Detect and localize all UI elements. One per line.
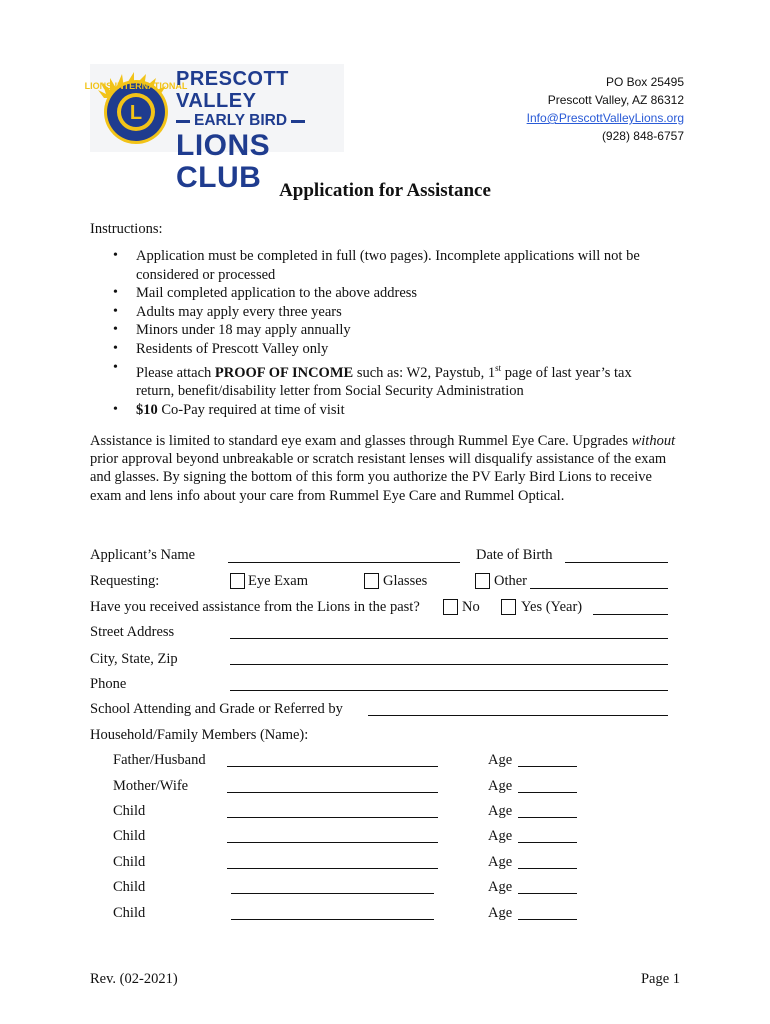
member-name-field[interactable] [227, 842, 438, 843]
applicant-name-field[interactable] [228, 562, 460, 563]
list-item: • $10 Co-Pay required at time of visit [113, 401, 673, 420]
requesting-label: Requesting: [90, 573, 160, 589]
seal-text: LIONS INTERNATIONAL [84, 81, 188, 91]
member-label: Mother/Wife [113, 778, 189, 794]
list-item: • Application must be completed in full (two pages). Incomplete applications will not be considered or processed [113, 247, 673, 284]
date-of-birth-label: Date of Birth [476, 547, 553, 563]
svg-text:L: L [129, 102, 143, 124]
school-label: School Attending and Grade or Referred by [90, 701, 343, 717]
street-address-field[interactable] [230, 638, 668, 639]
member-label: Child [113, 828, 146, 844]
member-label: Father/Husband [113, 752, 206, 768]
page-title: Application for Assistance [279, 180, 491, 201]
age-field[interactable] [518, 893, 577, 894]
assistance-paragraph: Assistance is limited to standard eye exam and glasses through Rummel Eye Care. Upgrades without prior approval beyond unbreakable or scratch resistant lenses will disqualify assistance of the exam and glasses. By signing the bottom of this form you authorize the PV Early Bird Lions to receive exam and lens info about your care from Rummel Eye Care and Rummel Optical. [90, 433, 676, 504]
page-number: Page 1 [640, 971, 680, 987]
age-label: Age [488, 778, 513, 794]
member-name-field[interactable] [227, 792, 438, 793]
list-item: • Mail completed application to the above address [113, 284, 673, 303]
glasses-label: Glasses [383, 573, 428, 589]
other-label: Other [494, 573, 528, 589]
logo-line-3: LIONS CLUB [176, 129, 271, 194]
other-checkbox[interactable] [475, 573, 490, 589]
logo-line-1: PRESCOTT VALLEY [176, 68, 289, 112]
phone-label: Phone [90, 676, 127, 692]
past-no-label: No [462, 599, 480, 615]
address-block [527, 73, 684, 145]
logo-wordmark [176, 68, 344, 194]
eye-exam-checkbox[interactable] [230, 573, 245, 589]
city-state-zip-field[interactable] [230, 664, 668, 665]
age-label: Age [488, 752, 513, 768]
age-label: Age [488, 828, 513, 844]
member-name-field[interactable] [231, 893, 434, 894]
past-yes-checkbox[interactable] [501, 599, 516, 615]
age-label: Age [488, 905, 513, 921]
member-name-field[interactable] [231, 919, 434, 920]
member-label: Child [113, 854, 146, 870]
list-item: • Please attach PROOF OF INCOME such as: W2, Paystub, 1st page of last year’s tax return, benefit/disability letter from Social Security Administration [113, 359, 673, 401]
past-yes-label: Yes (Year) [521, 599, 583, 615]
logo-line-2: EARLY BIRD [176, 112, 344, 130]
past-year-field[interactable] [593, 614, 668, 615]
street-address-label: Street Address [90, 624, 175, 640]
past-assistance-label: Have you received assistance from the Lions in the past? [90, 599, 420, 615]
city-state-zip-label: City, State, Zip [90, 651, 178, 667]
list-item: • Residents of Prescott Valley only [113, 340, 673, 359]
email-link[interactable]: Info@PrescottValleyLions.org [526, 111, 684, 125]
phone-number: (928) 848-6757 [601, 129, 684, 143]
instructions-list [113, 247, 673, 419]
member-name-field[interactable] [227, 868, 438, 869]
member-label: Child [113, 879, 146, 895]
po-box: PO Box 25495 [605, 75, 684, 89]
age-field[interactable] [518, 868, 577, 869]
revision-label: Rev. (02-2021) [90, 971, 178, 987]
age-field[interactable] [518, 919, 577, 920]
other-field[interactable] [530, 588, 668, 589]
age-label: Age [488, 879, 513, 895]
eye-exam-label: Eye Exam [248, 573, 308, 589]
age-label: Age [488, 803, 513, 819]
age-label: Age [488, 854, 513, 870]
date-of-birth-field[interactable] [565, 562, 668, 563]
city-state: Prescott Valley, AZ 86312 [547, 93, 684, 107]
list-item: • Adults may apply every three years [113, 303, 673, 322]
household-label: Household/Family Members (Name): [90, 727, 309, 743]
age-field[interactable] [518, 766, 577, 767]
lions-emblem-icon [84, 68, 188, 148]
member-label: Child [113, 905, 146, 921]
member-name-field[interactable] [227, 817, 438, 818]
past-no-checkbox[interactable] [443, 599, 458, 615]
member-label: Child [113, 803, 146, 819]
instructions-label: Instructions: [90, 221, 163, 237]
club-logo [84, 64, 344, 194]
school-field[interactable] [368, 715, 668, 716]
list-item: • Minors under 18 may apply annually [113, 321, 673, 340]
phone-field[interactable] [230, 690, 668, 691]
applicant-name-label: Applicant’s Name [90, 547, 196, 563]
age-field[interactable] [518, 792, 577, 793]
member-name-field[interactable] [227, 766, 438, 767]
age-field[interactable] [518, 842, 577, 843]
age-field[interactable] [518, 817, 577, 818]
glasses-checkbox[interactable] [364, 573, 379, 589]
